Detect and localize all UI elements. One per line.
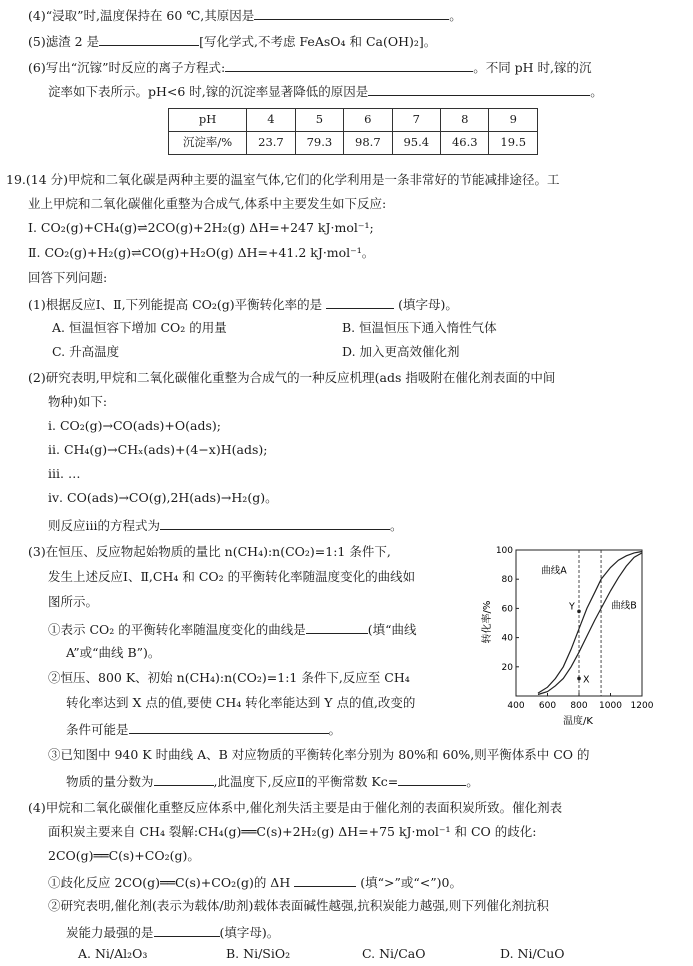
sub1-text: ①表示 CO₂ 的平衡转化率随温度变化的曲线是 bbox=[48, 622, 306, 637]
q18-part4-text: (4)“浸取”时,温度保持在 60 ℃,其原因是 bbox=[28, 8, 255, 23]
q19-part1-tail: (填字母)。 bbox=[398, 297, 458, 312]
q18-line7: 淀率如下表所示。pH<6 时,镓的沉淀率显著降低的原因是 。 bbox=[48, 84, 603, 99]
q19-part4-sub1 bbox=[48, 875, 462, 890]
point-x bbox=[577, 677, 581, 681]
table-cell: 4 bbox=[247, 109, 295, 132]
q18-part5-text: (5)滤渣 2 是 bbox=[28, 34, 100, 49]
y-tick-label: 80 bbox=[501, 575, 513, 586]
answer-blank[interactable] bbox=[160, 518, 390, 530]
q19-part4-line2: 面积炭主要来自 CH₄ 裂解:CH₄(g)══C(s)+2H₂(g) ΔH=+75 kJ·mol⁻¹ 和 CO 的歧化: bbox=[48, 824, 537, 839]
answer-blank[interactable] bbox=[225, 60, 473, 72]
reaction-2: Ⅱ. CO₂(g)+H₂(g)⇌CO(g)+H₂O(g) ΔH=+41.2 kJ·mol⁻¹。 bbox=[28, 245, 375, 260]
catalyst-option-a: A. Ni/Al₂O₃ bbox=[78, 946, 148, 961]
answer-blank[interactable] bbox=[129, 722, 329, 734]
option-d: D. 加入更高效催化剂 bbox=[342, 344, 460, 359]
answer-blank[interactable] bbox=[398, 774, 466, 786]
curve-b-label: 曲线B bbox=[611, 600, 637, 612]
mechanism-question: 则反应ⅲ的方程式为 。 bbox=[48, 518, 403, 533]
precipitation-table bbox=[168, 108, 538, 155]
answer-blank[interactable] bbox=[368, 84, 590, 96]
p4-sub1-tail: (填“>”或“<”)0。 bbox=[360, 875, 462, 890]
table-cell: 5 bbox=[295, 109, 343, 132]
q18-part6-text2: 。不同 pH 时,镓的沉 bbox=[473, 60, 592, 75]
catalyst-option-c: C. Ni/CaO bbox=[362, 946, 426, 961]
table-cell: pH bbox=[169, 109, 247, 132]
q18-part6-text3: 淀率如下表所示。pH<6 时,镓的沉淀率显著降低的原因是 bbox=[48, 84, 369, 99]
q19-part4-line3: 2CO(g)══C(s)+CO₂(g)。 bbox=[48, 848, 200, 863]
q19-part3-sub3b bbox=[66, 774, 479, 789]
sub3-text3: 。 bbox=[466, 774, 479, 789]
table-row bbox=[169, 132, 538, 155]
q18-line4: (4)“浸取”时,温度保持在 60 ℃,其原因是 。 bbox=[28, 8, 462, 23]
q19-part3-line3: 图所示。 bbox=[48, 594, 99, 609]
q18-line6 bbox=[28, 60, 592, 75]
p4-sub2-text: 炭能力最强的是 bbox=[66, 925, 154, 940]
sub3-text2: ,此温度下,反应Ⅱ的平衡常数 Kc= bbox=[213, 774, 399, 789]
table-cell: 8 bbox=[441, 109, 489, 132]
x-tick-label: 600 bbox=[538, 701, 557, 711]
sub1-tail: (填“曲线 bbox=[367, 622, 417, 637]
mechanism-step-3: ⅲ. … bbox=[48, 466, 81, 481]
answer-blank[interactable] bbox=[326, 297, 394, 309]
mechanism-step-1: ⅰ. CO₂(g)→CO(ads)+O(ads); bbox=[48, 418, 221, 433]
table-cell: 98.7 bbox=[344, 132, 392, 155]
x-tick-label: 1000 bbox=[599, 701, 622, 711]
x-axis-label: 温度/K bbox=[563, 716, 593, 727]
x-tick-label: 400 bbox=[507, 701, 525, 711]
q19-part4-line1: (4)甲烷和二氧化碳催化重整反应体系中,催化剂失活主要是由于催化剂的表面积炭所致。催化剂表 bbox=[28, 800, 563, 815]
answer-blank[interactable] bbox=[306, 622, 368, 634]
q19-part3-sub2c: 条件可能是 。 bbox=[66, 722, 342, 737]
table-cell: 46.3 bbox=[441, 132, 489, 155]
mechanism-question-text: 则反应ⅲ的方程式为 bbox=[48, 518, 160, 533]
q19-part3-sub2a: ②恒压、800 K、初始 n(CH₄):n(CO₂)=1:1 条件下,反应至 CH₄ bbox=[48, 670, 410, 685]
q19-part4-sub2b bbox=[66, 925, 279, 940]
table-cell: 沉淀率/% bbox=[169, 132, 247, 155]
option-c: C. 升高温度 bbox=[52, 344, 120, 359]
answer-blank[interactable] bbox=[154, 774, 214, 786]
point-label-x: X bbox=[583, 674, 590, 686]
answer-blank[interactable] bbox=[99, 34, 199, 46]
point-label-y: Y bbox=[569, 601, 575, 613]
y-axis-label: 转化率/% bbox=[482, 600, 493, 644]
q19-intro-2: 业上甲烷和二氧化碳催化重整为合成气,体系中主要发生如下反应: bbox=[28, 196, 387, 211]
mechanism-step-2: ⅱ. CH₄(g)→CHₓ(ads)+(4−x)H(ads); bbox=[48, 442, 268, 457]
q19-part3-sub3a: ③已知图中 940 K 时曲线 A、B 对应物质的平衡转化率分别为 80%和 60%,则平衡体系中 CO 的 bbox=[48, 747, 590, 762]
y-tick-label: 20 bbox=[501, 662, 513, 673]
option-a: A. 恒温恒容下增加 CO₂ 的用量 bbox=[52, 320, 227, 335]
reaction-1: Ⅰ. CO₂(g)+CH₄(g)⇌2CO(g)+2H₂(g) ΔH=+247 kJ·mol⁻¹; bbox=[28, 220, 374, 235]
q19-part1-text: (1)根据反应Ⅰ、Ⅱ,下列能提高 CO₂(g)平衡转化率的是 bbox=[28, 297, 323, 312]
q19-part3-line2: 发生上述反应Ⅰ、Ⅱ,CH₄ 和 CO₂ 的平衡转化率随温度变化的曲线如 bbox=[48, 569, 416, 584]
q19-part2-line1: (2)研究表明,甲烷和二氧化碳催化重整为合成气的一种反应机理(ads 指吸附在催化剂表面的中间 bbox=[28, 370, 556, 385]
table-header-row bbox=[169, 109, 538, 132]
answer-blank[interactable] bbox=[154, 925, 220, 937]
sub3-text1: 物质的量分数为 bbox=[66, 774, 154, 789]
answer-prompt: 回答下列问题: bbox=[28, 270, 108, 285]
table-cell: 7 bbox=[392, 109, 440, 132]
option-b: B. 恒温恒压下通入惰性气体 bbox=[342, 320, 497, 335]
curve-a-label: 曲线A bbox=[541, 565, 567, 577]
point-y bbox=[577, 610, 581, 614]
q18-line5 bbox=[28, 34, 436, 49]
answer-blank[interactable] bbox=[254, 8, 449, 20]
table-cell: 6 bbox=[344, 109, 392, 132]
p4-sub2-tail: (填字母)。 bbox=[219, 925, 280, 940]
x-tick-label: 1200 bbox=[630, 701, 654, 711]
y-tick-label: 100 bbox=[495, 546, 513, 556]
table-cell: 79.3 bbox=[295, 132, 343, 155]
x-tick-label: 800 bbox=[570, 701, 588, 711]
q18-part6-text: (6)写出“沉镓”时反应的离子方程式: bbox=[28, 60, 226, 75]
q18-part5-note: [写化学式,不考虑 FeAsO₄ 和 Ca(OH)₂]。 bbox=[199, 34, 437, 49]
q19-part4-sub2a: ②研究表明,催化剂(表示为载体/助剂)载体表面碱性越强,抗积炭能力越强,则下列催化剂抗积 bbox=[48, 898, 549, 913]
conversion-chart bbox=[478, 540, 690, 730]
answer-blank[interactable] bbox=[294, 875, 356, 887]
catalyst-option-b: B. Ni/SiO₂ bbox=[226, 946, 291, 961]
y-tick-label: 40 bbox=[501, 633, 513, 644]
table-cell: 9 bbox=[489, 109, 538, 132]
q19-intro-1: 19.(14 分)甲烷和二氧化碳是两种主要的温室气体,它们的化学利用是一条非常好的节能减排途径。工 bbox=[6, 172, 560, 187]
table-cell: 95.4 bbox=[392, 132, 440, 155]
q19-part3-sub2b: 转化率达到 X 点的值,要使 CH₄ 转化率能达到 Y 点的值,改变的 bbox=[66, 695, 416, 710]
q19-part1 bbox=[28, 297, 458, 312]
q19-part3-line1: (3)在恒压、反应物起始物质的量比 n(CH₄):n(CO₂)=1:1 条件下, bbox=[28, 544, 391, 559]
table-cell: 23.7 bbox=[247, 132, 295, 155]
q19-part3-sub1 bbox=[48, 622, 417, 637]
mechanism-step-4: ⅳ. CO(ads)→CO(g),2H(ads)→H₂(g)。 bbox=[48, 490, 278, 505]
catalyst-option-d: D. Ni/CuO bbox=[500, 946, 565, 961]
q19-part3-sub1b: A”或“曲线 B”)。 bbox=[66, 645, 161, 660]
p4-sub1-text: ①歧化反应 2CO(g)══C(s)+CO₂(g)的 ΔH bbox=[48, 875, 291, 890]
q19-part2-line2: 物种)如下: bbox=[48, 394, 108, 409]
y-tick-label: 60 bbox=[501, 604, 513, 615]
sub2-text: 条件可能是 bbox=[66, 722, 129, 737]
table-cell: 19.5 bbox=[489, 132, 538, 155]
